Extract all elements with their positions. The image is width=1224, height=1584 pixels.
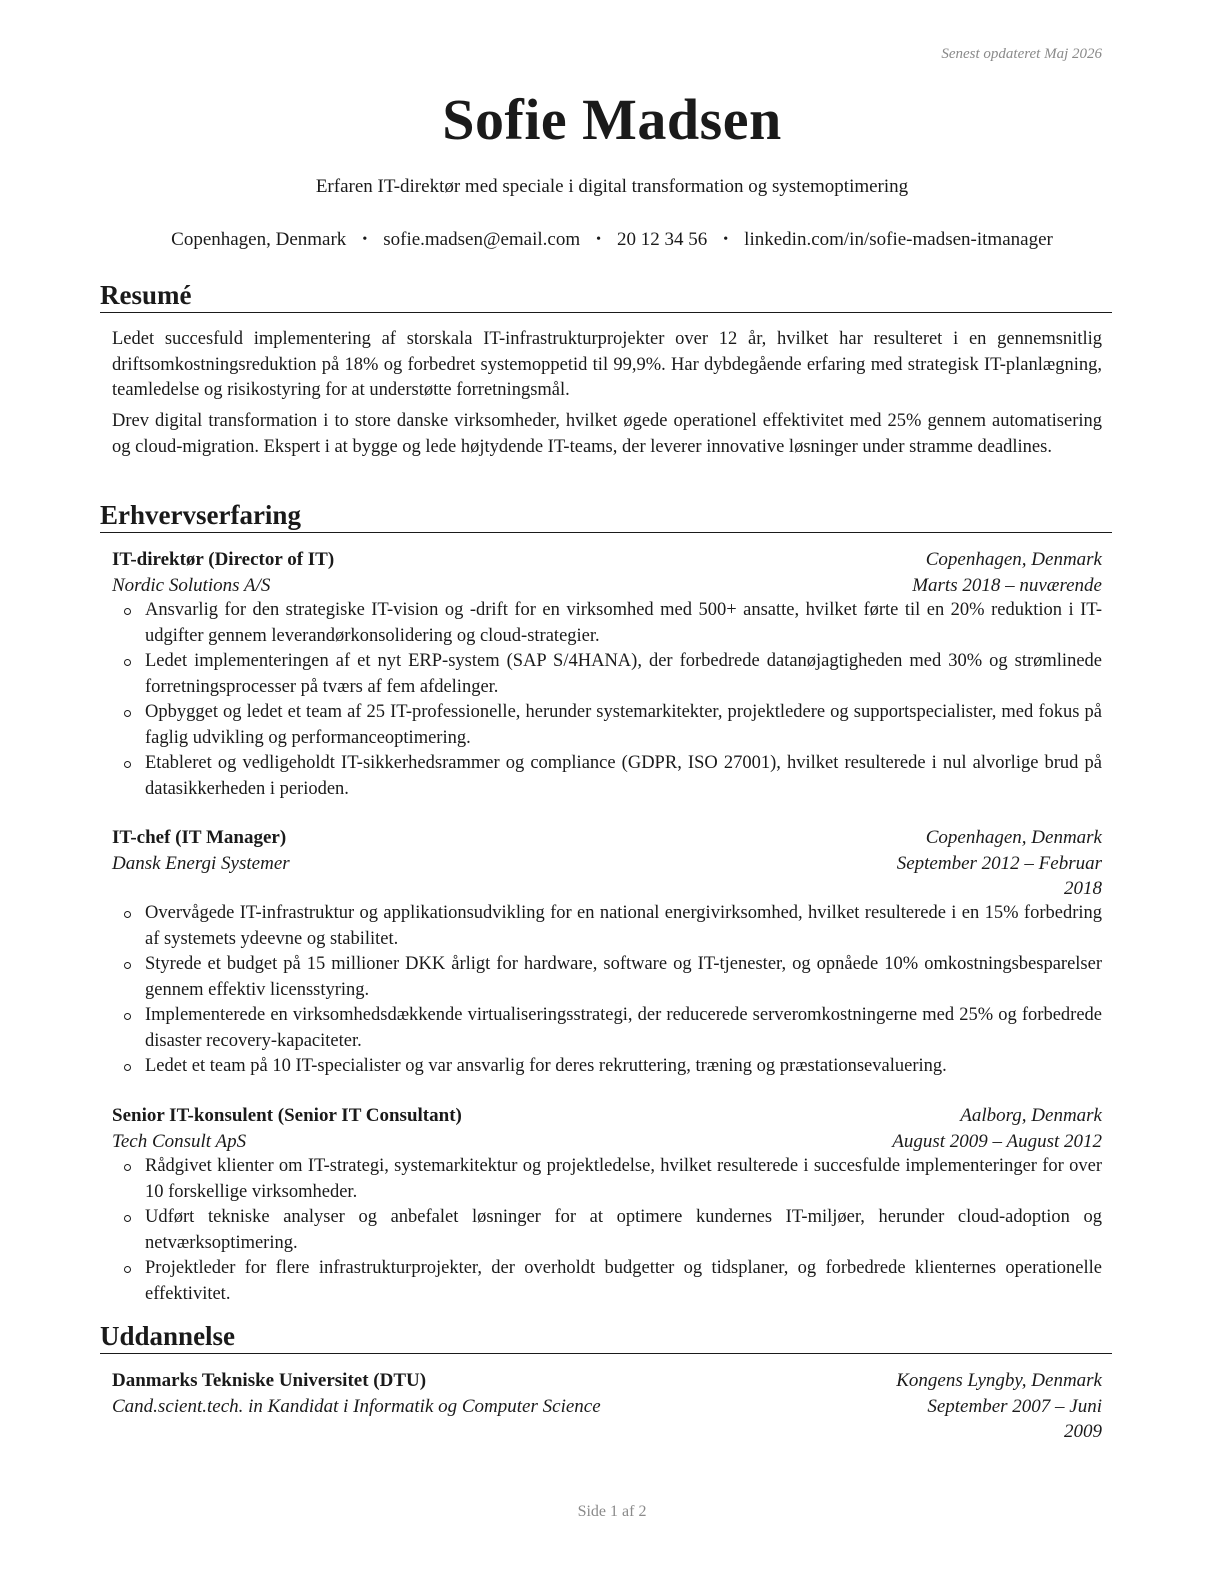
- job-role: IT-chef (IT Manager): [112, 827, 287, 848]
- list-item: [112, 598, 1102, 649]
- job-role: Senior IT-konsulent (Senior IT Consultant): [112, 1105, 462, 1126]
- list-item: [112, 751, 1102, 802]
- section-title-summary: Resumé: [100, 280, 1112, 313]
- bullet-separator: •: [596, 232, 602, 247]
- list-item: [112, 901, 1102, 952]
- circle-bullet-icon: [124, 1013, 131, 1020]
- job-company: Tech Consult ApS: [112, 1130, 247, 1152]
- job-dates: August 2009 – August 2012: [892, 1130, 1102, 1152]
- contact-location: Copenhagen, Denmark: [171, 229, 347, 250]
- job-header: [112, 1103, 1102, 1154]
- contact-phone: 20 12 34 56: [617, 229, 708, 250]
- last-updated: Senest opdateret Maj 2026: [941, 46, 1102, 62]
- circle-bullet-icon: [124, 710, 131, 717]
- education-dates-continued: 2009: [1064, 1421, 1102, 1442]
- education-degree: Cand.scient.tech. in Kandidat i Informatik og Computer Science: [112, 1395, 601, 1417]
- section-title-education: Uddannelse: [100, 1321, 1112, 1354]
- list-item: [112, 952, 1102, 1003]
- job-location: Aalborg, Denmark: [960, 1105, 1102, 1126]
- list-item: [112, 649, 1102, 700]
- list-item: [112, 1205, 1102, 1256]
- job-bullets: [112, 901, 1102, 1080]
- job-location: Copenhagen, Denmark: [925, 549, 1102, 570]
- circle-bullet-icon: [124, 659, 131, 666]
- contact-email[interactable]: sofie.madsen@email.com: [383, 229, 581, 250]
- circle-bullet-icon: [124, 911, 131, 918]
- job-dates: Marts 2018 – nuværende: [912, 574, 1102, 596]
- bullet-text: Projektleder for flere infrastrukturprojekter, der overholdt budgetter og tidsplaner, og forbedrede klienternes operationelle effektivitet.: [145, 1258, 1102, 1304]
- bullet-text: Ledet et team på 10 IT-specialister og var ansvarlig for deres rekruttering, træning og præstationsevaluering.: [145, 1056, 947, 1076]
- education-dates: September 2007 – Juni: [927, 1395, 1102, 1417]
- circle-bullet-icon: [124, 1164, 131, 1171]
- circle-bullet-icon: [124, 1266, 131, 1273]
- section-title-experience: Erhvervserfaring: [100, 500, 1112, 533]
- bullet-text: Overvågede IT-infrastruktur og applikationsudvikling for en national energivirksomhed, hvilket resulterede i en 15% forbedring af systemets ydeevne og stabilitet.: [145, 903, 1102, 949]
- bullet-separator: •: [723, 232, 729, 247]
- job-bullets: [112, 598, 1102, 802]
- bullet-text: Ledet implementeringen af et nyt ERP-system (SAP S/4HANA), der forbedrede datanøjagtigheden med 30% og strømlinede forretningsprocesser på tværs af fem afdelinger.: [145, 651, 1102, 697]
- circle-bullet-icon: [124, 608, 131, 615]
- education-school: Danmarks Tekniske Universitet (DTU): [112, 1370, 427, 1391]
- list-item: [112, 1054, 1102, 1080]
- candidate-name: Sofie Madsen: [442, 87, 782, 152]
- job-location: Copenhagen, Denmark: [925, 827, 1102, 848]
- bullet-text: Etableret og vedligeholdt IT-sikkerhedsrammer og compliance (GDPR, ISO 27001), hvilket resulterede i nul alvorlige brud på datasikkerheden i perioden.: [145, 753, 1102, 799]
- bullet-text: Ansvarlig for den strategiske IT-vision og -drift for en virksomhed med 500+ ansatte, hvilket førte til en 20% reduktion i IT-udgifter gennem leverandørkonsolidering og cloud-strategier.: [145, 600, 1102, 646]
- page-number: Side 1 af 2: [577, 1503, 647, 1520]
- job-header: [112, 547, 1102, 598]
- list-item: [112, 1256, 1102, 1307]
- summary-paragraph: Ledet succesfuld implementering af storskala IT-infrastrukturprojekter over 12 år, hvilket har resulteret i en gennemsnitlig driftsomkostningsreduktion på 18% og forbedret systemoppetid til 99,9%. Har dybdegående erfaring med strategisk IT-planlægning, teamledelse og risikostyring for at understøtte forretningsmål.: [112, 329, 1102, 400]
- bullet-text: Udført tekniske analyser og anbefalet løsninger for at optimere kundernes IT-miljøer, herunder cloud-adoption og netværksoptimering.: [145, 1207, 1102, 1253]
- bullet-text: Styrede et budget på 15 millioner DKK årligt for hardware, software og IT-tjenester, og opnåede 10% omkostningsbesparelser gennem effektiv licensstyring.: [145, 954, 1102, 1000]
- bullet-text: Rådgivet klienter om IT-strategi, systemarkitektur og projektledelse, hvilket resulterede i succesfulde implementeringer for over 10 forskellige virksomheder.: [145, 1156, 1102, 1202]
- bullet-text: Opbygget og ledet et team af 25 IT-professionelle, herunder systemarkitekter, projektledere og supportspecialister, med fokus på faglig udvikling og performanceoptimering.: [145, 702, 1102, 748]
- job-bullets: [112, 1154, 1102, 1307]
- summary-paragraph: Drev digital transformation i to store danske virksomheder, hvilket øgede operationel effektivitet med 25% gennem automatisering og cloud-migration. Ekspert i at bygge og lede højtydende IT-teams, der leverer innovative løsninger under stramme deadlines.: [112, 411, 1102, 457]
- education-header: [112, 1368, 1102, 1445]
- tagline: Erfaren IT-direktør med speciale i digital transformation og systemoptimering: [315, 176, 909, 197]
- job-dates-continued: 2018: [1064, 878, 1102, 899]
- list-item: [112, 1003, 1102, 1054]
- list-item: [112, 1154, 1102, 1205]
- job-role: IT-direktør (Director of IT): [112, 549, 335, 570]
- circle-bullet-icon: [124, 962, 131, 969]
- bullet-separator: •: [362, 232, 368, 247]
- contact-linkedin[interactable]: linkedin.com/in/sofie-madsen-itmanager: [744, 229, 1053, 250]
- education-location: Kongens Lyngby, Denmark: [896, 1370, 1102, 1391]
- circle-bullet-icon: [124, 1064, 131, 1071]
- circle-bullet-icon: [124, 761, 131, 768]
- list-item: [112, 700, 1102, 751]
- job-header: [112, 825, 1102, 902]
- job-company: Nordic Solutions A/S: [112, 574, 271, 596]
- job-dates: September 2012 – Februar: [896, 852, 1102, 874]
- contact-line: [0, 229, 1224, 251]
- job-company: Dansk Energi Systemer: [112, 852, 290, 874]
- bullet-text: Implementerede en virksomhedsdækkende virtualiseringsstrategi, der reducerede serveromkostningerne med 25% og forbedrede disaster recovery-kapaciteter.: [145, 1005, 1102, 1051]
- circle-bullet-icon: [124, 1215, 131, 1222]
